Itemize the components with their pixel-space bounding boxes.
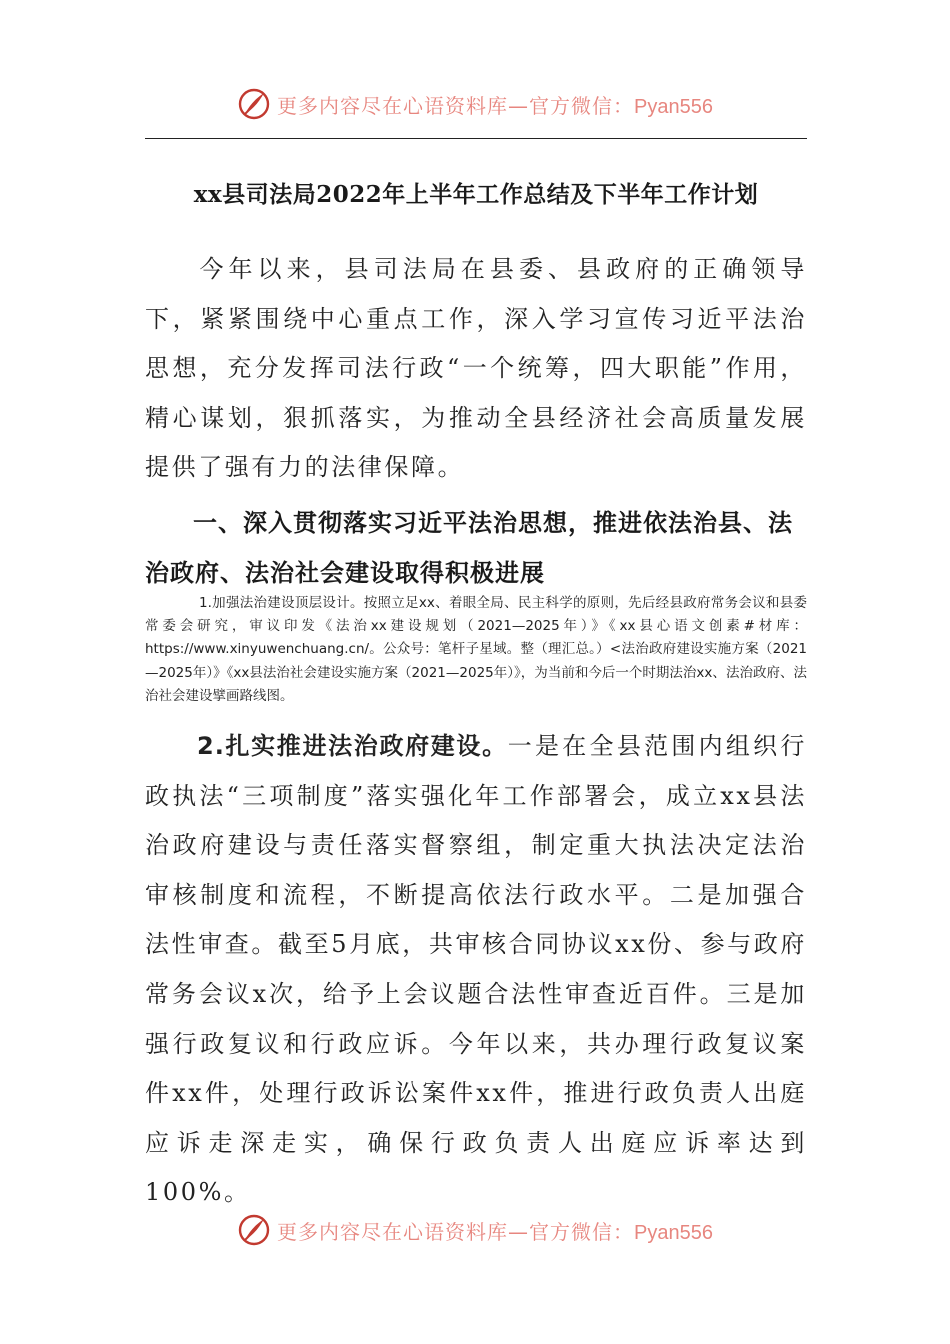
item2-paragraph [145, 722, 807, 1218]
header-divider [145, 138, 807, 139]
quill-logo-icon [237, 87, 271, 121]
quill-logo-icon [237, 1213, 271, 1247]
banner-text [277, 90, 713, 119]
item1-paragraph [145, 592, 807, 708]
wechat-id: Pyan556 [634, 95, 713, 118]
item2-body: 一是在全县范围内组织行政执法“三项制度”落实强化年工作部署会，成立xx县法治政府建设与责任落实督察组，制定重大执法决定法治审核制度和流程，不断提高依法行政水平。二是加强合法性审查。截至5月底，共审核合同协议xx份、参与政府常务会议x次，给予上会议题合法性审查近百件。三是加强行政复议和行政应诉。今年以来，共办理行政复议案件xx件，处理行政诉讼案件xx件，推进行政负责人出庭应诉走深走实，确保行政负责人出庭应诉率达到100%。 [145, 732, 807, 1207]
banner-cn: 更多内容尽在心语资料库—官方微信： [277, 93, 635, 118]
item1-text: 1.加强法治建设顶层设计。按照立足xx、着眼全局、民主科学的原则，先后经县政府常务会议和县委常委会研究，审议印发《法治xx建设规划（2021—2025年）》《xx县心语文创素#材库：https://www.xinyuwenchuang.cn/。公众号：笔杆子星域。整（理汇总。）<法治政府建设实施方案（2021—2025年）》《xx县法治社会建设实施方案（2021—2025年）》，为当前和今后一个时期法治xx、法治政府、法治社会建设擘画路线图。 [145, 595, 807, 704]
footer-banner [0, 1208, 950, 1252]
header-banner [0, 82, 950, 126]
section1-heading-text: 一、深入贯彻落实习近平法治思想，推进依法治县、法治政府、法治社会建设取得积极进展 [145, 509, 793, 587]
intro-paragraph [145, 245, 807, 493]
section1-heading [145, 498, 807, 598]
intro-text: 今年以来，县司法局在县委、县政府的正确领导下，紧紧围绕中心重点工作，深入学习宣传习近平法治思想，充分发挥司法行政“一个统筹，四大职能”作用，精心谋划，狠抓落实，为推动全县经济社会高质量发展提供了强有力的法律保障。 [145, 255, 807, 482]
wechat-id: Pyan556 [634, 1221, 713, 1244]
document-title: xx县司法局2022年上半年工作总结及下半年工作计划 [193, 181, 759, 208]
item2-lead: 2.扎实推进法治政府建设。 [197, 732, 508, 760]
banner-text [277, 1216, 713, 1245]
banner-cn: 更多内容尽在心语资料库—官方微信： [277, 1219, 635, 1244]
